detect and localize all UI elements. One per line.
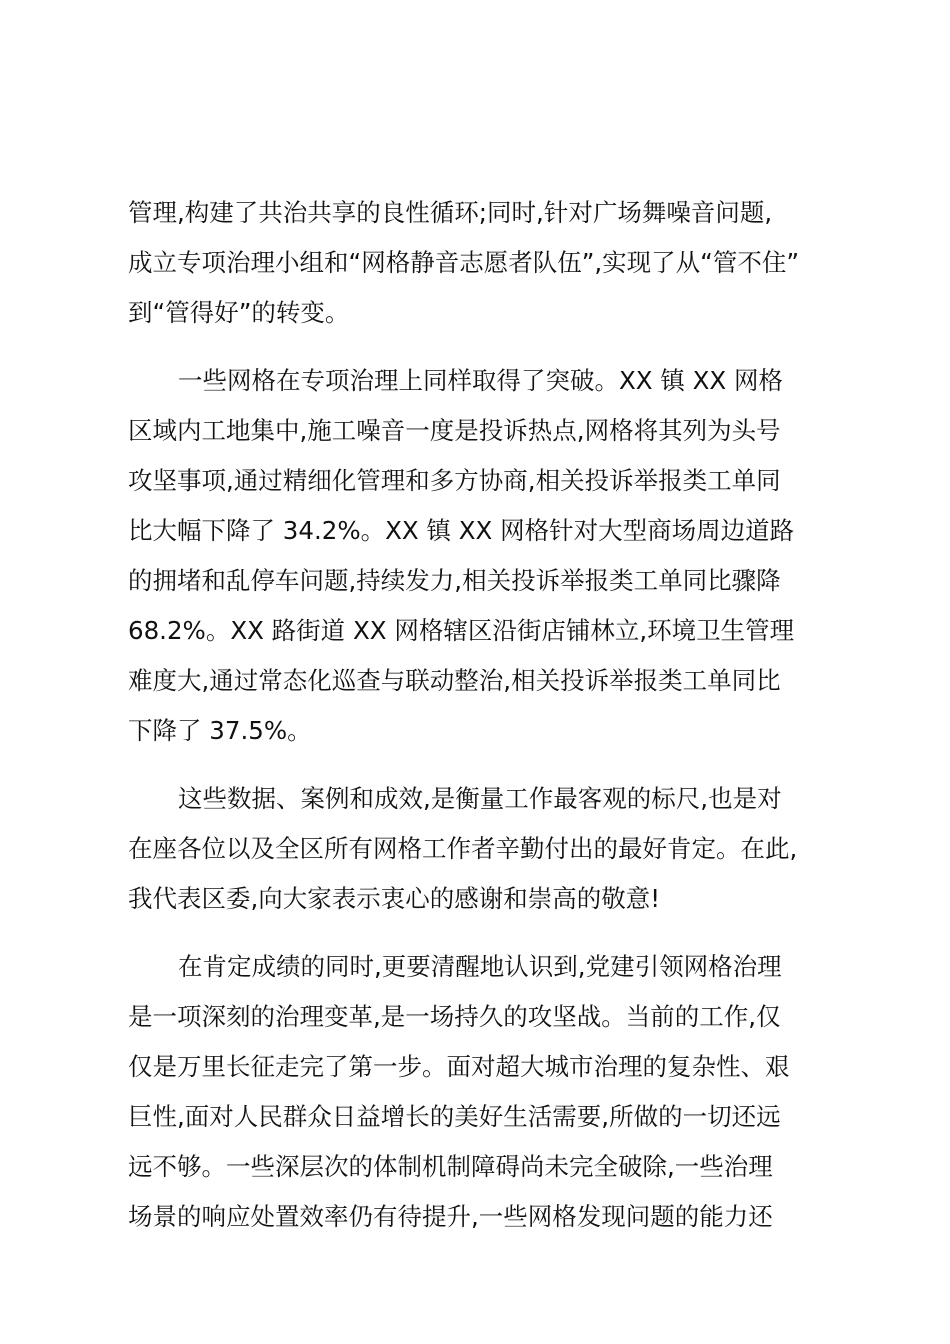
text-line: 我代表区委,向大家表示衷心的感谢和崇高的敬意! xyxy=(128,884,661,913)
text-line: 巨性,面对人民群众日益增长的美好生活需要,所做的一切还远 xyxy=(128,1102,781,1131)
text-line: 在肯定成绩的同时,更要清醒地认识到,党建引领网格治理 xyxy=(178,952,782,981)
text-line: 到“管得好”的转变。 xyxy=(128,298,350,327)
text-line: 场景的响应处置效率仍有待提升,一些网格发现问题的能力还 xyxy=(128,1202,773,1231)
text-line: 成立专项治理小组和“网格静音志愿者队伍”,实现了从“管不住” xyxy=(128,248,800,277)
text-line: 在座各位以及全区所有网格工作者辛勤付出的最好肯定。在此, xyxy=(128,834,798,863)
text-line: 难度大,通过常态化巡查与联动整治,相关投诉举报类工单同比 xyxy=(128,666,781,695)
text-line: 管理,构建了共治共享的良性循环;同时,针对广场舞噪音问题, xyxy=(128,198,773,227)
paragraph-continuation xyxy=(128,188,828,338)
text-line: 下降了 37.5%。 xyxy=(128,716,312,745)
document-body xyxy=(128,188,828,1242)
text-line: 仅是万里长征走完了第一步。面对超大城市治理的复杂性、艰 xyxy=(128,1052,790,1081)
paragraph-acknowledgement xyxy=(128,774,828,924)
text-line: 区域内工地集中,施工噪音一度是投诉热点,网格将其列为头号 xyxy=(128,416,781,445)
text-line: 68.2%。XX 路街道 XX 网格辖区沿街店铺林立,环境卫生管理 xyxy=(128,616,795,645)
text-line: 的拥堵和乱停车问题,持续发力,相关投诉举报类工单同比骤降 xyxy=(128,566,781,595)
paragraph-challenges xyxy=(128,942,828,1242)
text-line: 这些数据、案例和成效,是衡量工作最客观的标尺,也是对 xyxy=(178,784,782,813)
paragraph-special-governance xyxy=(128,356,828,756)
text-line: 比大幅下降了 34.2%。XX 镇 XX 网格针对大型商场周边道路 xyxy=(128,516,795,545)
text-line: 是一项深刻的治理变革,是一场持久的攻坚战。当前的工作,仅 xyxy=(128,1002,781,1031)
text-line: 一些网格在专项治理上同样取得了突破。XX 镇 XX 网格 xyxy=(178,366,783,395)
text-line: 攻坚事项,通过精细化管理和多方协商,相关投诉举报类工单同 xyxy=(128,466,781,495)
text-line: 远不够。一些深层次的体制机制障碍尚未完全破除,一些治理 xyxy=(128,1152,773,1181)
